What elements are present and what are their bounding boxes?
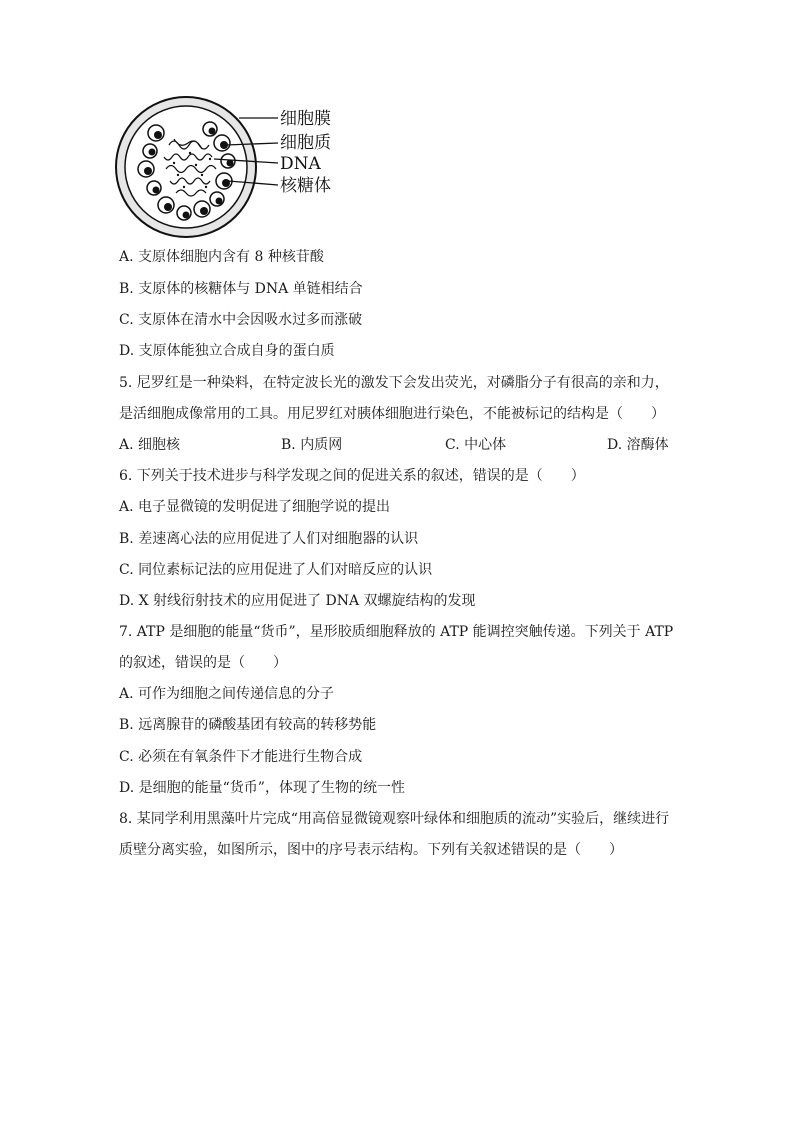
q7-option-d: D. 是细胞的能量“货币”，体现了生物的统一性 — [119, 780, 405, 796]
q5-option-a: A. 细胞核 — [119, 437, 181, 453]
q6-option-c: C. 同位素标记法的应用促进了人们对暗反应的认识 — [119, 562, 433, 578]
q4-option-b: B. 支原体的核糖体与 DNA 单链相结合 — [119, 281, 363, 297]
q6-option-a: A. 电子显微镜的发明促进了细胞学说的提出 — [119, 499, 391, 515]
q5-option-b: B. 内质网 — [281, 437, 343, 453]
q6-option-d: D. X 射线衍射技术的应用促进了 DNA 双螺旋结构的发现 — [119, 593, 476, 609]
q4-option-a: A. 支原体细胞内含有 8 种核苷酸 — [119, 249, 324, 265]
q5-stem-line2: 是活细胞成像常用的工具。用尼罗红对胰体细胞进行染色，不能被标记的结构是（ ） — [119, 406, 665, 422]
q7-stem-line1: 7. ATP 是细胞的能量“货币”，星形胶质细胞释放的 ATP 能调控突触传递。下列关于 ATP — [119, 624, 674, 640]
mycoplasma-diagram — [114, 95, 374, 245]
q6-stem: 6. 下列关于技术进步与科学发现之间的促进关系的叙述，错误的是（ ） — [119, 468, 585, 484]
q4-option-d: D. 支原体能独立合成自身的蛋白质 — [119, 343, 335, 359]
label-ribosome: 核糖体 — [280, 176, 331, 196]
q8-stem-line2: 质壁分离实验，如图所示，图中的序号表示结构。下列有关叙述错误的是（ ） — [119, 842, 623, 858]
q5-option-c: C. 中心体 — [445, 437, 507, 453]
q6-option-b: B. 差速离心法的应用促进了人们对细胞器的认识 — [119, 531, 419, 547]
q7-option-c: C. 必须在有氧条件下才能进行生物合成 — [119, 749, 363, 765]
q7-stem-line2: 的叙述，错误的是（ ） — [119, 655, 287, 671]
label-cell-membrane: 细胞膜 — [280, 109, 331, 129]
q7-option-b: B. 远离腺苷的磷酸基团有较高的转移势能 — [119, 717, 377, 733]
q4-option-c: C. 支原体在清水中会因吸水过多而涨破 — [119, 312, 363, 328]
q7-option-a: A. 可作为细胞之间传递信息的分子 — [119, 686, 335, 702]
label-cytoplasm: 细胞质 — [280, 133, 331, 153]
q5-option-d: D. 溶酶体 — [607, 437, 669, 453]
q8-stem-line1: 8. 某同学利用黑藻叶片完成“用高倍显微镜观察叶绿体和细胞质的流动”实验后，继续进行 — [119, 811, 670, 827]
label-dna: DNA — [280, 154, 321, 174]
q5-stem-line1: 5. 尼罗红是一种染料，在特定波长光的激发下会发出荧光，对磷脂分子有很高的亲和力， — [119, 375, 669, 391]
